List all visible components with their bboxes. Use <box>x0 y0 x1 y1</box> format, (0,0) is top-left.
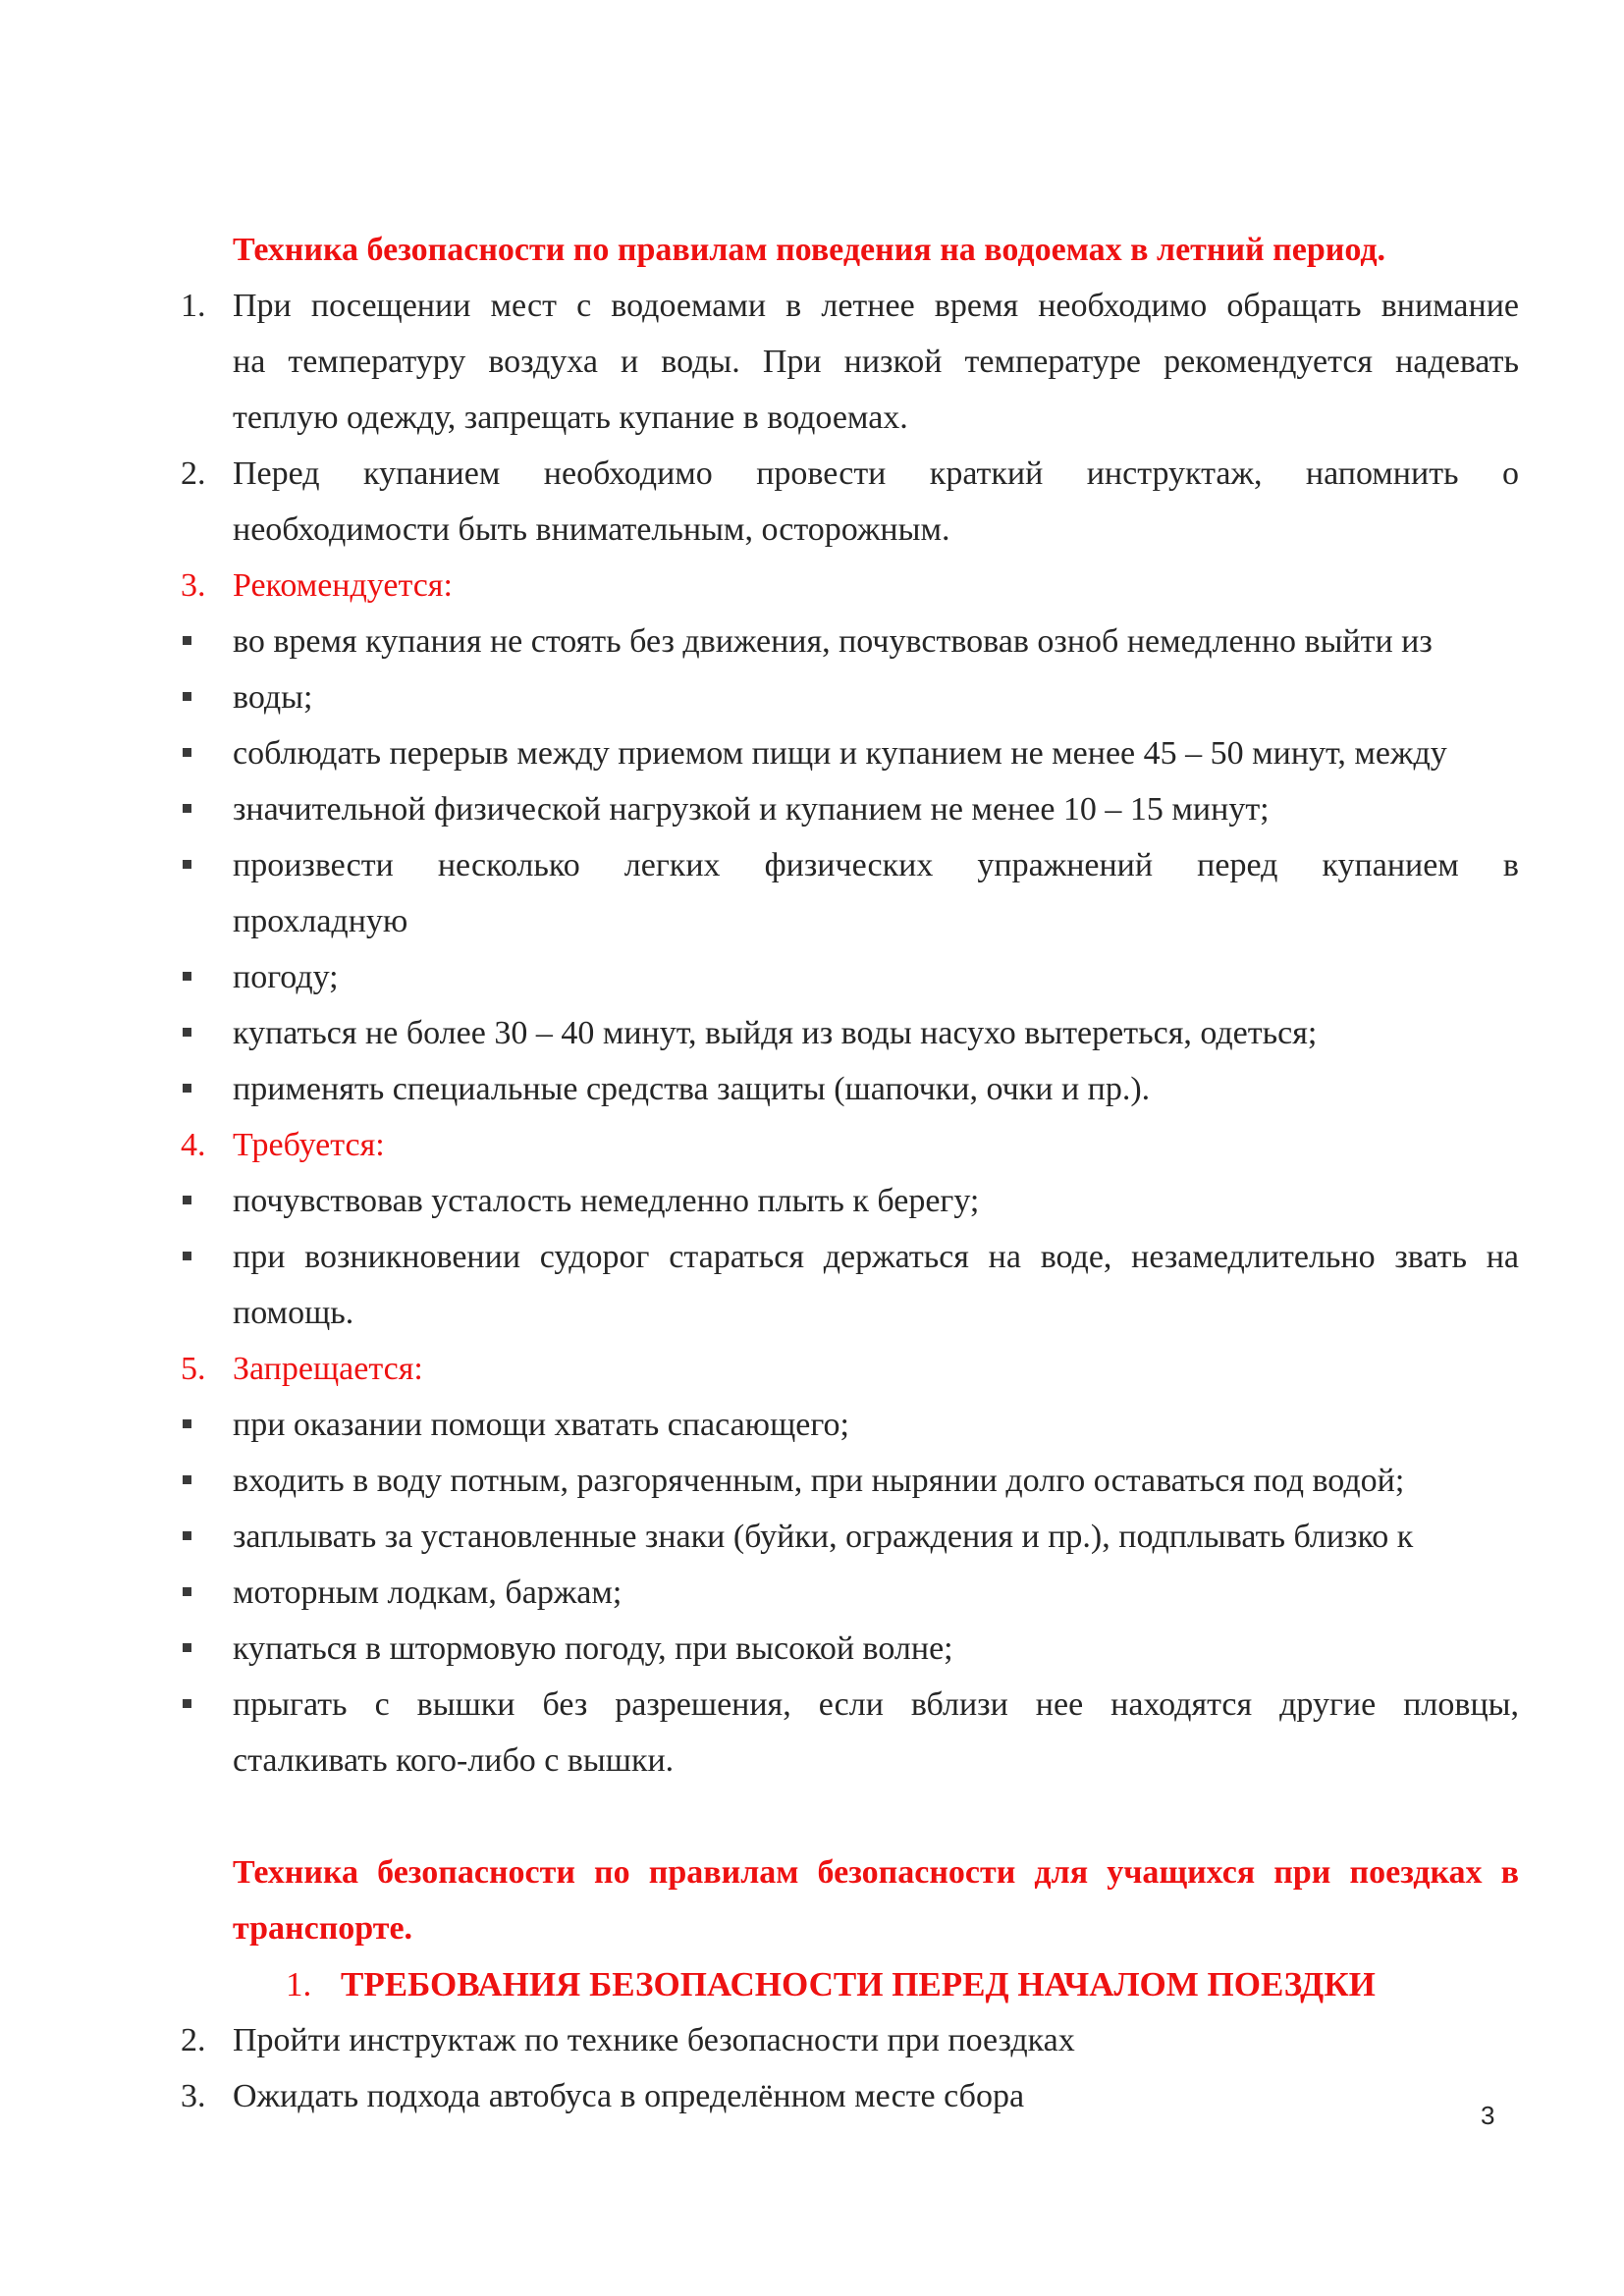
square-bullet-icon <box>183 636 191 645</box>
bullet-text: произвести несколько легких физических упражнений перед купанием в <box>233 847 1519 883</box>
bullet-text: воды; <box>233 679 313 716</box>
item-number: 3. <box>181 567 206 604</box>
section-title: Техника безопасности по правилам безопасности для учащихся при поездках в <box>233 1854 1519 1891</box>
square-bullet-icon <box>183 1643 191 1652</box>
bullet-text: купаться в штормовую погоду, при высокой волне; <box>233 1630 953 1667</box>
square-bullet-icon <box>183 1587 191 1596</box>
item-label: Рекомендуется: <box>233 567 453 604</box>
bullet-text: почувствовав усталость немедленно плыть к берегу; <box>233 1183 980 1219</box>
item-text-line: Ожидать подхода автобуса в определённом месте сбора <box>233 2078 1025 2114</box>
square-bullet-icon <box>183 1252 191 1260</box>
subheading-number: 1. <box>286 1965 312 2003</box>
item-text-line: Перед купанием необходимо провести краткий инструктаж, напомнить о <box>233 455 1519 492</box>
square-bullet-icon <box>183 1196 191 1204</box>
bullet-text: прыгать с вышки без разрешения, если вблизи нее находятся другие пловцы, <box>233 1686 1519 1723</box>
item-label: Требуется: <box>233 1127 385 1163</box>
item-number: 3. <box>181 2078 206 2114</box>
square-bullet-icon <box>183 972 191 981</box>
bullet-text: при возникновении судорог стараться держаться на воде, незамедлительно звать на <box>233 1239 1519 1275</box>
bullet-text: моторным лодкам, баржам; <box>233 1575 623 1611</box>
item-text-line: на температуру воздуха и воды. При низкой температуре рекомендуется надевать <box>233 344 1519 380</box>
square-bullet-icon <box>183 748 191 757</box>
item-label: Запрещается: <box>233 1351 423 1387</box>
item-number: 2. <box>181 2022 206 2058</box>
section-title-continuation: транспорте. <box>233 1910 413 1947</box>
bullet-text: соблюдать перерыв между приемом пищи и купанием не менее 45 – 50 минут, между <box>233 735 1447 772</box>
bullet-text: заплывать за установленные знаки (буйки, ограждения и пр.), подплывать близко к <box>233 1519 1414 1555</box>
bullet-text: погоду; <box>233 959 339 995</box>
bullet-text: прохладную <box>233 903 408 939</box>
bullet-text: входить в воду потным, разгоряченным, при нырянии долго оставаться под водой; <box>233 1463 1405 1499</box>
bullet-text: применять специальные средства защиты (шапочки, очки и пр.). <box>233 1071 1151 1107</box>
square-bullet-icon <box>183 692 191 701</box>
item-number: 2. <box>181 455 206 492</box>
page-number: 3 <box>1481 2101 1495 2130</box>
item-number: 4. <box>181 1127 206 1163</box>
bullet-text: значительной физической нагрузкой и купанием не менее 10 – 15 минут; <box>233 791 1270 828</box>
item-text-line: При посещении мест с водоемами в летнее время необходимо обращать внимание <box>233 288 1519 324</box>
item-text-line: Пройти инструктаж по технике безопасности при поездках <box>233 2022 1075 2058</box>
section-title: Техника безопасности по правилам поведения на водоемах в летний период. <box>233 232 1386 268</box>
square-bullet-icon <box>183 1475 191 1484</box>
bullet-text: купаться не более 30 – 40 минут, выйдя из воды насухо вытереться, одеться; <box>233 1015 1318 1051</box>
bullet-text: помощь. <box>233 1295 354 1331</box>
subheading-text: ТРЕБОВАНИЯ БЕЗОПАСНОСТИ ПЕРЕД НАЧАЛОМ ПОЕЗДКИ <box>341 1965 1376 2003</box>
square-bullet-icon <box>183 860 191 869</box>
item-number: 1. <box>181 288 206 324</box>
bullet-text: сталкивать кого-либо с вышки. <box>233 1742 675 1779</box>
square-bullet-icon <box>183 1699 191 1708</box>
square-bullet-icon <box>183 1084 191 1093</box>
bullet-text: во время купания не стоять без движения, почувствовав озноб немедленно выйти из <box>233 623 1433 660</box>
square-bullet-icon <box>183 1419 191 1428</box>
item-text-line: необходимости быть внимательным, осторожным. <box>233 511 950 548</box>
square-bullet-icon <box>183 804 191 813</box>
square-bullet-icon <box>183 1028 191 1037</box>
item-text-line: теплую одежду, запрещать купание в водоемах. <box>233 400 908 436</box>
item-number: 5. <box>181 1351 206 1387</box>
square-bullet-icon <box>183 1531 191 1540</box>
bullet-text: при оказании помощи хватать спасающего; <box>233 1407 849 1443</box>
